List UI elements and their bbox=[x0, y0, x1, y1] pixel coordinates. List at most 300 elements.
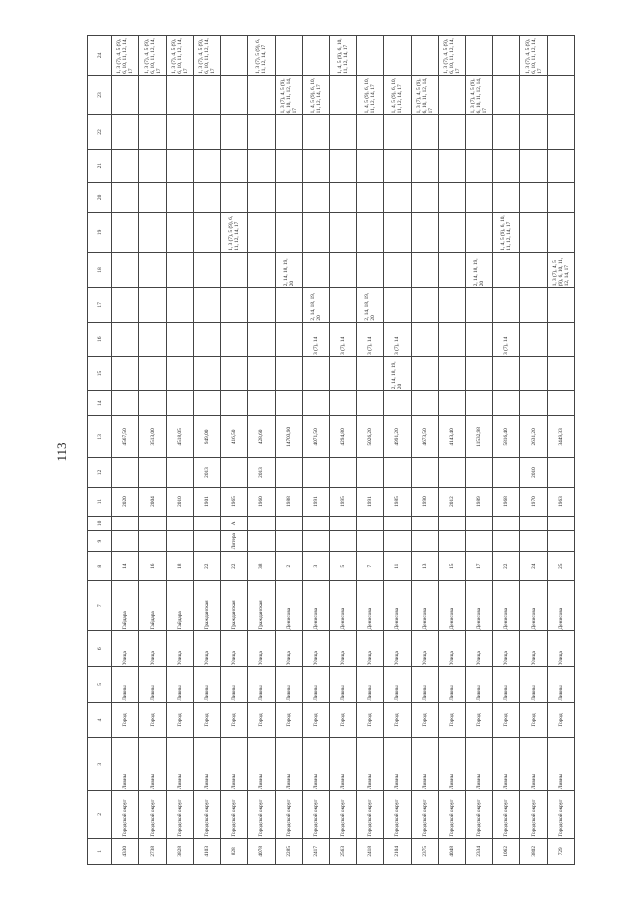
table-cell: Ливны bbox=[139, 738, 166, 791]
table-cell: 1, 3 (7), 4, 5 (9), 6, 10, 11, 12, 14, 17 bbox=[166, 36, 193, 76]
table-cell bbox=[139, 149, 166, 182]
table-cell: Городской округ bbox=[248, 791, 275, 839]
table-cell bbox=[139, 115, 166, 149]
table-cell: Улица bbox=[329, 631, 356, 667]
table-cell bbox=[329, 458, 356, 487]
table-cell bbox=[139, 531, 166, 552]
table-cell bbox=[329, 288, 356, 322]
column-header: 11 bbox=[88, 487, 112, 516]
table-row bbox=[275, 36, 302, 865]
table-cell: Городской округ bbox=[438, 791, 465, 839]
table-cell: Улица bbox=[493, 631, 520, 667]
table-cell bbox=[329, 149, 356, 182]
table-cell bbox=[493, 182, 520, 212]
table-cell bbox=[438, 516, 465, 531]
table-cell bbox=[166, 182, 193, 212]
table-cell: 4673,50 bbox=[411, 416, 438, 458]
table-cell: 3513,00 bbox=[139, 416, 166, 458]
table-cell: Городской округ bbox=[493, 791, 520, 839]
table-cell: Город bbox=[139, 702, 166, 738]
table-cell bbox=[139, 458, 166, 487]
table-cell bbox=[384, 149, 411, 182]
column-header: 21 bbox=[88, 149, 112, 182]
table-cell: Городской округ bbox=[520, 791, 547, 839]
table-row bbox=[221, 36, 248, 865]
table-cell bbox=[112, 213, 139, 253]
table-cell: Денисова bbox=[275, 581, 302, 631]
table-cell: Городской округ bbox=[466, 791, 493, 839]
table-cell bbox=[112, 149, 139, 182]
table-cell bbox=[329, 213, 356, 253]
table-cell: 2012 bbox=[438, 487, 465, 516]
table-cell: Ливны bbox=[221, 738, 248, 791]
column-header: 8 bbox=[88, 552, 112, 581]
table-cell bbox=[221, 458, 248, 487]
table-cell bbox=[248, 252, 275, 288]
table-cell bbox=[384, 115, 411, 149]
table-cell: 2020 bbox=[112, 487, 139, 516]
table-row bbox=[547, 36, 574, 865]
table-cell: 1, 3 (7), 4, 5 (9), 6, 10, 11, 12, 14, 17 bbox=[275, 75, 302, 115]
table-row bbox=[112, 36, 139, 865]
table-cell: 5 bbox=[329, 552, 356, 581]
table-cell: 1, 3 (7), 4, 5 (9), 6, 10, 11, 12, 14, 17 bbox=[139, 36, 166, 76]
table-cell: 1991 bbox=[357, 487, 384, 516]
table-cell bbox=[166, 252, 193, 288]
table-cell: Ливны bbox=[329, 667, 356, 703]
table-cell bbox=[275, 36, 302, 76]
table-cell bbox=[112, 391, 139, 416]
table-cell: Городской округ bbox=[193, 791, 220, 839]
table-cell bbox=[520, 252, 547, 288]
table-cell bbox=[166, 75, 193, 115]
table-cell bbox=[411, 531, 438, 552]
table-cell: Улица bbox=[221, 631, 248, 667]
table-cell bbox=[357, 115, 384, 149]
table-cell: Денисова bbox=[466, 581, 493, 631]
table-cell: Ливны bbox=[275, 738, 302, 791]
table-cell bbox=[302, 458, 329, 487]
table-cell bbox=[302, 182, 329, 212]
table-cell bbox=[221, 75, 248, 115]
table-cell: 2631,20 bbox=[520, 416, 547, 458]
table-cell: Ливны bbox=[139, 667, 166, 703]
table-cell bbox=[411, 288, 438, 322]
table-cell bbox=[302, 516, 329, 531]
table-cell bbox=[357, 458, 384, 487]
table-cell: 2 bbox=[275, 552, 302, 581]
table-cell bbox=[357, 149, 384, 182]
table-cell bbox=[520, 182, 547, 212]
table-cell bbox=[466, 391, 493, 416]
table-cell: 1968 bbox=[493, 487, 520, 516]
table-cell: 4330 bbox=[112, 838, 139, 864]
table-row bbox=[466, 36, 493, 865]
column-header: 20 bbox=[88, 182, 112, 212]
table-cell bbox=[357, 531, 384, 552]
table-cell bbox=[466, 322, 493, 356]
table-cell bbox=[193, 182, 220, 212]
table-cell bbox=[384, 213, 411, 253]
table-cell: 22 bbox=[221, 552, 248, 581]
table-cell: 4078 bbox=[248, 838, 275, 864]
table-cell bbox=[112, 252, 139, 288]
table-cell bbox=[411, 36, 438, 76]
table-cell: Улица bbox=[411, 631, 438, 667]
table-cell: 4071,50 bbox=[302, 416, 329, 458]
table-cell: 14703,90 bbox=[275, 416, 302, 458]
table-cell bbox=[384, 391, 411, 416]
table-cell: 16 bbox=[139, 552, 166, 581]
table-cell bbox=[166, 115, 193, 149]
table-cell: 22 bbox=[493, 552, 520, 581]
table-cell: 1, 4, 5 (9), 6, 10, 11, 12, 14, 17 bbox=[357, 75, 384, 115]
table-cell bbox=[493, 516, 520, 531]
table-cell: Ливны bbox=[193, 667, 220, 703]
table-cell: 2010 bbox=[166, 487, 193, 516]
table-cell: Ливны bbox=[547, 667, 574, 703]
table-cell bbox=[547, 391, 574, 416]
table-cell bbox=[248, 75, 275, 115]
column-header: 15 bbox=[88, 356, 112, 390]
table-cell: 1, 4, 5 (9), 6, 10, 11, 12, 14, 17 bbox=[329, 36, 356, 76]
table-row bbox=[438, 36, 465, 865]
table-cell: 1988 bbox=[275, 487, 302, 516]
table-cell bbox=[302, 531, 329, 552]
table-cell bbox=[248, 322, 275, 356]
table-cell bbox=[411, 322, 438, 356]
table-cell bbox=[329, 356, 356, 390]
table-cell bbox=[221, 36, 248, 76]
table-cell: 5026,20 bbox=[357, 416, 384, 458]
table-cell bbox=[466, 213, 493, 253]
table-cell: Гайдара bbox=[166, 581, 193, 631]
column-header: 5 bbox=[88, 667, 112, 703]
table-cell: Денисова bbox=[357, 581, 384, 631]
table-cell bbox=[193, 288, 220, 322]
table-cell bbox=[166, 458, 193, 487]
table-cell bbox=[166, 288, 193, 322]
table-cell bbox=[493, 252, 520, 288]
table-cell bbox=[438, 213, 465, 253]
table-cell: 3 (7), 14 bbox=[329, 322, 356, 356]
table-cell: Город bbox=[466, 702, 493, 738]
table-cell: Город bbox=[411, 702, 438, 738]
table-cell: Ливны bbox=[166, 667, 193, 703]
table-cell bbox=[466, 458, 493, 487]
table-cell: Ливны bbox=[438, 738, 465, 791]
table-cell: Городской округ bbox=[221, 791, 248, 839]
table-cell: Улица bbox=[547, 631, 574, 667]
table-cell: Ливны bbox=[547, 738, 574, 791]
table-cell bbox=[221, 322, 248, 356]
table-cell bbox=[221, 288, 248, 322]
table-cell bbox=[139, 213, 166, 253]
column-header: 6 bbox=[88, 631, 112, 667]
table-cell bbox=[520, 391, 547, 416]
table-cell bbox=[493, 36, 520, 76]
table-cell bbox=[493, 288, 520, 322]
table-cell bbox=[139, 75, 166, 115]
table-row bbox=[520, 36, 547, 865]
table-cell bbox=[329, 75, 356, 115]
table-cell bbox=[193, 531, 220, 552]
table-cell bbox=[411, 149, 438, 182]
table-cell: Ливны bbox=[166, 738, 193, 791]
table-cell bbox=[275, 182, 302, 212]
table-cell: Ливны bbox=[248, 738, 275, 791]
table-cell bbox=[438, 322, 465, 356]
table-cell bbox=[547, 458, 574, 487]
table-row bbox=[411, 36, 438, 865]
table-cell bbox=[520, 322, 547, 356]
table-cell: Ливны bbox=[302, 667, 329, 703]
table-cell: Денисова bbox=[411, 581, 438, 631]
table-cell: Ливны bbox=[493, 738, 520, 791]
table-cell: 2285 bbox=[275, 838, 302, 864]
table-cell: 2563 bbox=[329, 838, 356, 864]
table-cell: Ливны bbox=[466, 667, 493, 703]
table-cell: Литера bbox=[221, 531, 248, 552]
table-cell bbox=[384, 252, 411, 288]
table-cell: Улица bbox=[248, 631, 275, 667]
table-cell: 5816,40 bbox=[493, 416, 520, 458]
table-cell bbox=[384, 288, 411, 322]
table-cell: 18 bbox=[166, 552, 193, 581]
column-header: 23 bbox=[88, 75, 112, 115]
table-cell bbox=[357, 36, 384, 76]
table-cell bbox=[302, 213, 329, 253]
table-cell: Ливны bbox=[411, 738, 438, 791]
table-cell bbox=[493, 458, 520, 487]
table-cell bbox=[547, 356, 574, 390]
column-header: 19 bbox=[88, 213, 112, 253]
table-cell bbox=[329, 391, 356, 416]
table-cell bbox=[193, 391, 220, 416]
column-header: 17 bbox=[88, 288, 112, 322]
table-cell bbox=[547, 516, 574, 531]
table-cell: 1901 bbox=[193, 487, 220, 516]
table-cell bbox=[248, 288, 275, 322]
table-cell bbox=[357, 213, 384, 253]
table-cell bbox=[248, 115, 275, 149]
table-cell: 7 bbox=[357, 552, 384, 581]
table-row bbox=[302, 36, 329, 865]
table-cell bbox=[438, 531, 465, 552]
table-cell: Городской округ bbox=[384, 791, 411, 839]
table-cell: 1995 bbox=[329, 487, 356, 516]
table-cell bbox=[248, 516, 275, 531]
table-cell bbox=[112, 322, 139, 356]
table-cell: 2010 bbox=[520, 458, 547, 487]
table-cell: 17 bbox=[466, 552, 493, 581]
table-cell bbox=[547, 322, 574, 356]
table-cell: 1, 3 (7), 4, 5 (9), 6, 10, 11, 12, 14, 17 bbox=[547, 252, 574, 288]
table-cell: 4048 bbox=[438, 838, 465, 864]
table-cell: Городской округ bbox=[357, 791, 384, 839]
table-cell: 1960 bbox=[248, 487, 275, 516]
table-cell: Город bbox=[166, 702, 193, 738]
table-cell bbox=[357, 252, 384, 288]
table-cell bbox=[139, 516, 166, 531]
table-cell bbox=[112, 531, 139, 552]
table-cell: Улица bbox=[384, 631, 411, 667]
table-cell bbox=[466, 36, 493, 76]
table-cell: Ливны bbox=[357, 667, 384, 703]
table-cell bbox=[493, 149, 520, 182]
table-cell bbox=[193, 322, 220, 356]
table-cell: 1, 3 (7), 4, 5 (9), 6, 10, 11, 12, 14, 17 bbox=[193, 36, 220, 76]
table-cell: Ливны bbox=[384, 667, 411, 703]
table-cell bbox=[275, 458, 302, 487]
table-cell bbox=[139, 252, 166, 288]
table-cell: Ливны bbox=[520, 738, 547, 791]
table-cell bbox=[520, 288, 547, 322]
table-cell: Городской округ bbox=[139, 791, 166, 839]
table-cell: 2, 14, 18, 19, 20 bbox=[466, 252, 493, 288]
table-cell bbox=[547, 288, 574, 322]
table-cell bbox=[466, 516, 493, 531]
table-cell: Город bbox=[329, 702, 356, 738]
table-cell: Городской округ bbox=[166, 791, 193, 839]
table-cell: Город bbox=[248, 702, 275, 738]
table-cell bbox=[329, 516, 356, 531]
table-cell bbox=[112, 516, 139, 531]
table-cell bbox=[302, 36, 329, 76]
table-cell: Денисова bbox=[384, 581, 411, 631]
table-cell bbox=[221, 356, 248, 390]
table-cell: 4143,40 bbox=[438, 416, 465, 458]
column-header: 22 bbox=[88, 115, 112, 149]
table-cell bbox=[547, 115, 574, 149]
table-cell: 22 bbox=[193, 552, 220, 581]
table-cell bbox=[411, 252, 438, 288]
table-cell bbox=[520, 531, 547, 552]
table-cell bbox=[193, 213, 220, 253]
table-cell bbox=[221, 115, 248, 149]
table-cell: 4991,20 bbox=[384, 416, 411, 458]
table-cell: Денисова bbox=[302, 581, 329, 631]
table-cell: 2, 14, 18, 19, 20 bbox=[357, 288, 384, 322]
table-cell bbox=[193, 516, 220, 531]
table-cell bbox=[411, 458, 438, 487]
table-cell bbox=[438, 115, 465, 149]
column-header: 7 bbox=[88, 581, 112, 631]
table-cell: Гражданская bbox=[248, 581, 275, 631]
table-cell bbox=[139, 322, 166, 356]
table-cell bbox=[112, 115, 139, 149]
table-cell: 2, 14, 18, 19, 20 bbox=[302, 288, 329, 322]
table-cell: Город bbox=[384, 702, 411, 738]
table-cell: 1, 3 (7), 5 (9), 6, 11, 12, 14, 17 bbox=[221, 213, 248, 253]
table-cell bbox=[166, 356, 193, 390]
table-cell bbox=[275, 288, 302, 322]
table-cell bbox=[520, 75, 547, 115]
table-cell bbox=[520, 356, 547, 390]
table-cell bbox=[302, 356, 329, 390]
table-cell: Ливны bbox=[493, 667, 520, 703]
table-cell bbox=[221, 149, 248, 182]
column-header: 4 bbox=[88, 702, 112, 738]
table-cell: Денисова bbox=[547, 581, 574, 631]
table-cell: 3 (7), 14 bbox=[302, 322, 329, 356]
table-cell bbox=[438, 356, 465, 390]
table-cell: 1963 bbox=[547, 487, 574, 516]
table-cell: 3 (7), 14 bbox=[493, 322, 520, 356]
table-cell bbox=[302, 391, 329, 416]
table-cell bbox=[411, 182, 438, 212]
table-cell bbox=[384, 516, 411, 531]
table-cell bbox=[493, 531, 520, 552]
table-cell bbox=[329, 182, 356, 212]
table-cell: Ливны bbox=[466, 738, 493, 791]
table-cell: Денисова bbox=[329, 581, 356, 631]
table-row bbox=[329, 36, 356, 865]
table-cell bbox=[547, 36, 574, 76]
table-cell bbox=[193, 356, 220, 390]
table-cell bbox=[139, 356, 166, 390]
table-row bbox=[248, 36, 275, 865]
table-cell: 1, 4, 5 (9), 6, 10, 11, 12, 14, 17 bbox=[302, 75, 329, 115]
table-cell: 4294,80 bbox=[329, 416, 356, 458]
table-cell: Ливны bbox=[112, 667, 139, 703]
table-row bbox=[493, 36, 520, 865]
table-cell: Ливны bbox=[357, 738, 384, 791]
column-header: 18 bbox=[88, 252, 112, 288]
table-cell: Ливны bbox=[384, 738, 411, 791]
table-cell: 1, 3 (7), 4, 5 (9), 6, 10, 11, 12, 14, 17 bbox=[438, 36, 465, 76]
table-cell: 2013 bbox=[193, 458, 220, 487]
table-cell: Улица bbox=[357, 631, 384, 667]
table-cell: 1985 bbox=[384, 487, 411, 516]
table-cell: 1989 bbox=[466, 487, 493, 516]
table-cell bbox=[411, 356, 438, 390]
table-cell bbox=[384, 36, 411, 76]
table-cell: 2334 bbox=[466, 838, 493, 864]
table-cell bbox=[357, 356, 384, 390]
table-cell bbox=[221, 252, 248, 288]
table-body bbox=[88, 36, 575, 865]
table-cell bbox=[520, 115, 547, 149]
table-cell: Ливны bbox=[275, 667, 302, 703]
table-cell: А bbox=[221, 516, 248, 531]
table-cell: 828 bbox=[221, 838, 248, 864]
table-cell bbox=[357, 391, 384, 416]
table-cell: Город bbox=[275, 702, 302, 738]
table-cell: Городской округ bbox=[329, 791, 356, 839]
table-cell: 1990 bbox=[411, 487, 438, 516]
column-header: 14 bbox=[88, 391, 112, 416]
table-cell bbox=[193, 149, 220, 182]
table-cell: Улица bbox=[275, 631, 302, 667]
table-cell: Гражданская bbox=[193, 581, 220, 631]
table-cell: Улица bbox=[466, 631, 493, 667]
table-cell: 3828 bbox=[166, 838, 193, 864]
table-cell bbox=[248, 391, 275, 416]
column-header: 12 bbox=[88, 458, 112, 487]
table-cell: Денисова bbox=[438, 581, 465, 631]
table-cell: Ливны bbox=[329, 738, 356, 791]
table-cell: 2013 bbox=[248, 458, 275, 487]
table-cell bbox=[466, 288, 493, 322]
table-cell bbox=[248, 356, 275, 390]
table-cell bbox=[193, 75, 220, 115]
table-cell: 1062 bbox=[493, 838, 520, 864]
data-table bbox=[87, 35, 575, 865]
column-header: 16 bbox=[88, 322, 112, 356]
table-cell bbox=[438, 182, 465, 212]
table-cell bbox=[112, 356, 139, 390]
